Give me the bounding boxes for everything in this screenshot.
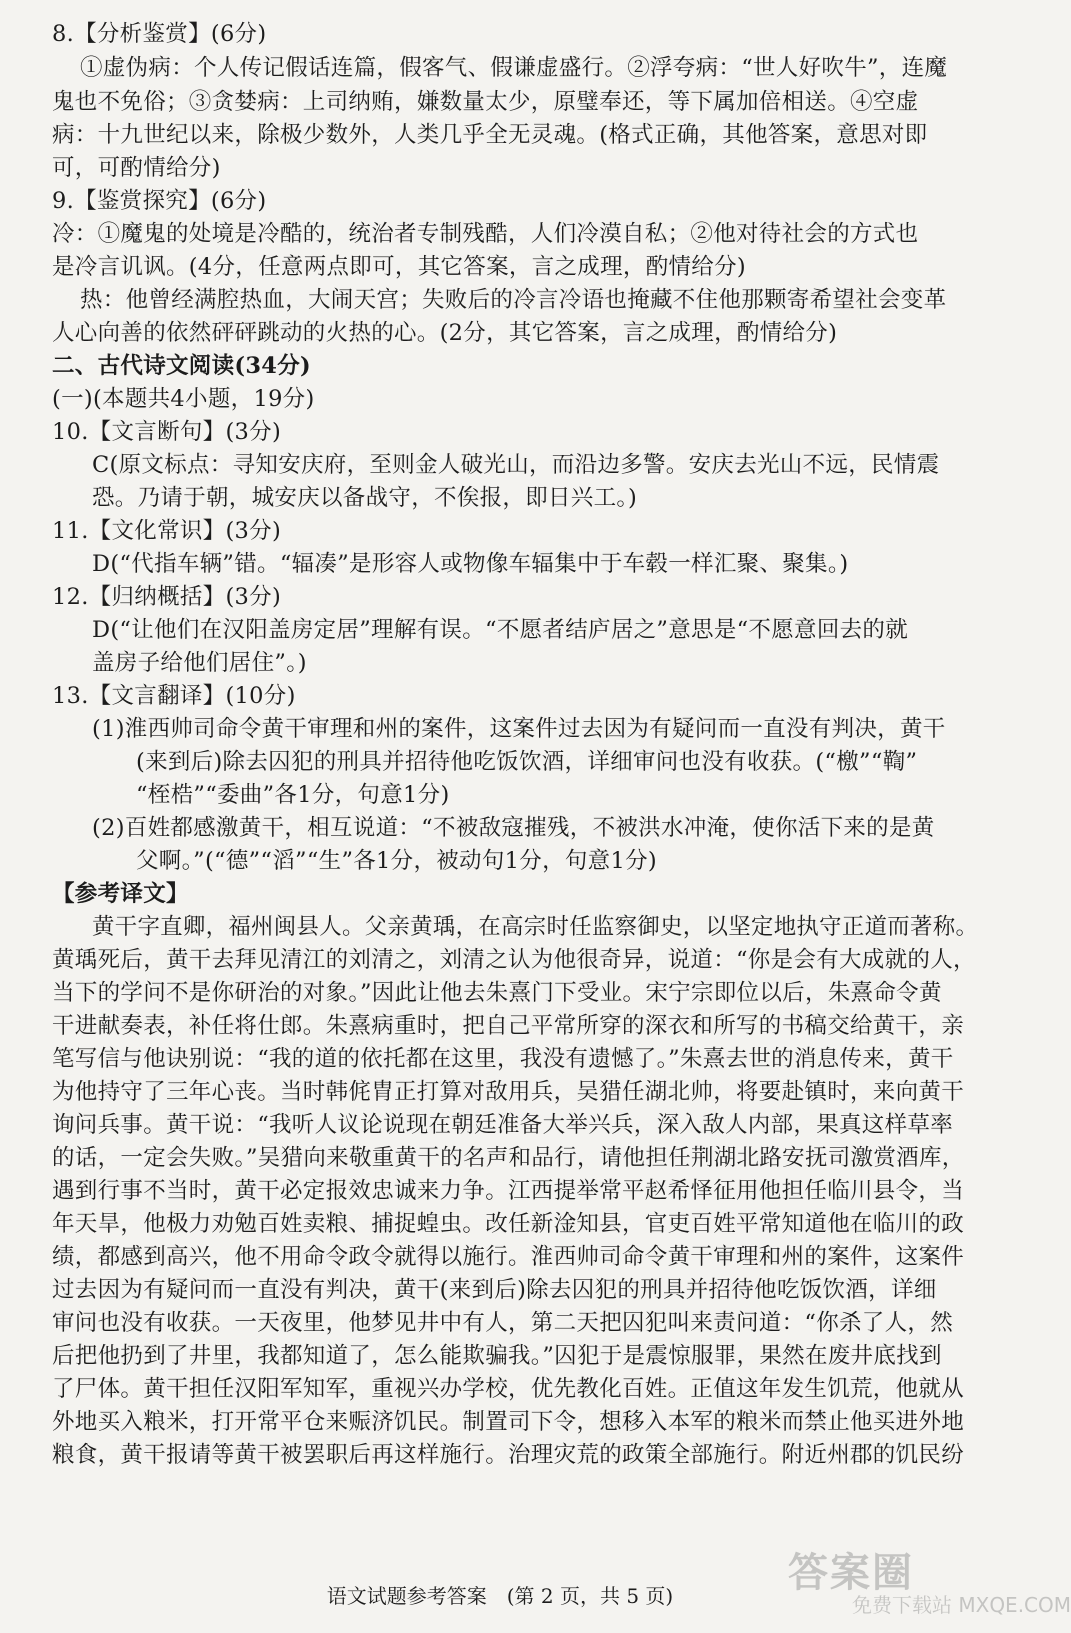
- translation-line: 干进献奏表，补任将仕郎。朱熹病重时，把自己平常所穿的深衣和所写的书稿交给黄干，亲: [52, 1013, 965, 1039]
- reference-translation-heading: 【参考译文】: [52, 881, 189, 907]
- translation-line: 黄干字直卿，福州闽县人。父亲黄瑀，在高宗时任监察御史，以坚定地执守正道而著称。: [92, 914, 979, 940]
- q11-heading: 11.【文化常识】(3分): [52, 518, 282, 544]
- q9-answer-line: 冷：①魔鬼的处境是冷酷的，统治者专制残酷，人们冷漠自私；②他对待社会的方式也: [52, 221, 919, 247]
- q8-answer-line: 可，可酌情给分): [52, 155, 221, 181]
- translation-line: 的话，一定会失败。”吴猎向来敬重黄干的名声和品行，请他担任荆湖北路安抚司激赏酒库，: [52, 1145, 965, 1171]
- q10-answer-line: 恐。乃请于朝，城安庆以备战守，不俟报，即日兴工。): [92, 485, 638, 511]
- page-footer: 语文试题参考答案 (第 2 页，共 5 页): [326, 1584, 674, 1608]
- translation-line: 审问也没有收获。一天夜里，他梦见井中有人，第二天把囚犯叫来责问道：“你杀了人，然: [52, 1310, 954, 1336]
- q13-answer-line: (2)百姓都感激黄干，相互说道：“不被敌寇摧残，不被洪水冲淹，使你活下来的是黄: [92, 815, 935, 841]
- translation-line: 后把他扔到了井里，我都知道了，怎么能欺骗我。”囚犯于是震惊服罪，果然在废井底找到: [52, 1343, 942, 1369]
- q8-heading: 8.【分析鉴赏】(6分): [52, 21, 267, 47]
- q13-answer-line: (1)淮西帅司命令黄干审理和州的案件，这案件过去因为有疑问而一直没有判决，黄干: [92, 716, 946, 742]
- translation-line: 过去因为有疑问而一直没有判决，黄干(来到后)除去囚犯的刑具并招待他吃饭饮酒，详细: [52, 1277, 937, 1303]
- translation-line: 年天旱，他极力劝勉百姓卖粮、捕捉蝗虫。改任新淦知县，官吏百姓平常知道他在临川的政: [52, 1211, 965, 1237]
- q12-answer-line: 盖房子给他们居住”。): [92, 650, 307, 676]
- q8-answer-line: ①虚伪病：个人传记假话连篇，假客气、假谦虚盛行。②浮夸病：“世人好吹牛”，连魔: [80, 55, 948, 81]
- translation-line: 绩，都感到高兴，他不用命令政令就得以施行。淮西帅司命令黄干审理和州的案件，这案件: [52, 1244, 965, 1270]
- q10-answer-line: C(原文标点：寻知安庆府，至则金人破光山，而沿边多警。安庆去光山不远，民情震: [92, 452, 940, 478]
- q9-answer-line: 热：他曾经满腔热血，大闹天宫；失败后的冷言冷语也掩藏不住他那颗寄希望社会变革: [80, 287, 947, 313]
- translation-line: 外地买入粮米，打开常平仓来赈济饥民。制置司下令，想移入本军的粮米而禁止他买进外地: [52, 1409, 965, 1435]
- q10-heading: 10.【文言断句】(3分): [52, 419, 282, 445]
- translation-line: 粮食，黄干报请等黄干被罢职后再这样施行。治理灾荒的政策全部施行。附近州郡的饥民纷: [52, 1442, 965, 1468]
- translation-line: 遇到行事不当时，黄干必定报效忠诚来力争。江西提举常平赵希怿征用他担任临川县令，当: [52, 1178, 965, 1204]
- q8-answer-line: 病：十九世纪以来，除极少数外，人类几乎全无灵魂。(格式正确，其他答案，意思对即: [52, 122, 928, 148]
- watermark-main-text: 答案圈: [788, 1550, 914, 1596]
- q11-answer-line: D(“代指车辆”错。“辐凑”是形容人或物像车辐集中于车毂一样汇聚、聚集。): [92, 551, 849, 577]
- translation-line: 了尸体。黄干担任汉阳军知军，重视兴办学校，优先教化百姓。正值这年发生饥荒，他就从: [52, 1376, 965, 1402]
- q8-answer-line: 鬼也不免俗；③贪婪病：上司纳贿，嫌数量太少，原璧奉还，等下属加倍相送。④空虚: [52, 89, 919, 115]
- watermark-sub-text: 免费下载站 MXQE.COM: [852, 1593, 1071, 1617]
- watermark-logo: [782, 1541, 1071, 1621]
- translation-line: 笔写信与他诀别说：“我的道的依托都在这里，我没有遗憾了。”朱熹去世的消息传来，黄干: [52, 1046, 954, 1072]
- subsection-heading: (一)(本题共4小题，19分): [52, 386, 315, 412]
- translation-line: 询问兵事。黄干说：“我听人议论说现在朝廷准备大举兴兵，深入敌人内部，果真这样草率: [52, 1112, 954, 1138]
- q12-answer-line: D(“让他们在汉阳盖房定居”理解有误。“不愿者结庐居之”意思是“不愿意回去的就: [92, 617, 909, 643]
- q12-heading: 12.【归纳概括】(3分): [52, 584, 282, 610]
- translation-line: 当下的学问不是你研治的对象。”因此让他去朱熹门下受业。宋宁宗即位以后，朱熹命令黄: [52, 980, 942, 1006]
- q9-answer-line: 人心向善的依然砰砰跳动的火热的心。(2分，其它答案，言之成理，酌情给分): [52, 320, 838, 346]
- translation-line: 黄瑀死后，黄干去拜见清江的刘清之，刘清之认为他很奇异，说道：“你是会有大成就的人，: [52, 947, 976, 973]
- q13-answer-line: 父啊。”(“德”“滔”“生”各1分，被动句1分，句意1分): [136, 848, 657, 874]
- q9-heading: 9.【鉴赏探究】(6分): [52, 188, 267, 214]
- translation-line: 为他持守了三年心丧。当时韩侂胄正打算对敌用兵，吴猎任湖北帅，将要赴镇时，来向黄干: [52, 1079, 965, 1105]
- q13-answer-line: “桎梏”“委曲”各1分，句意1分): [136, 782, 450, 808]
- section-heading: 二、古代诗文阅读(34分): [52, 353, 312, 379]
- q9-answer-line: 是冷言讥讽。(4分，任意两点即可，其它答案，言之成理，酌情给分): [52, 254, 746, 280]
- q13-heading: 13.【文言翻译】(10分): [52, 683, 296, 709]
- q13-answer-line: (来到后)除去囚犯的刑具并招待他吃饭饮酒，详细审问也没有收获。(“檄”“鞫”: [136, 749, 918, 775]
